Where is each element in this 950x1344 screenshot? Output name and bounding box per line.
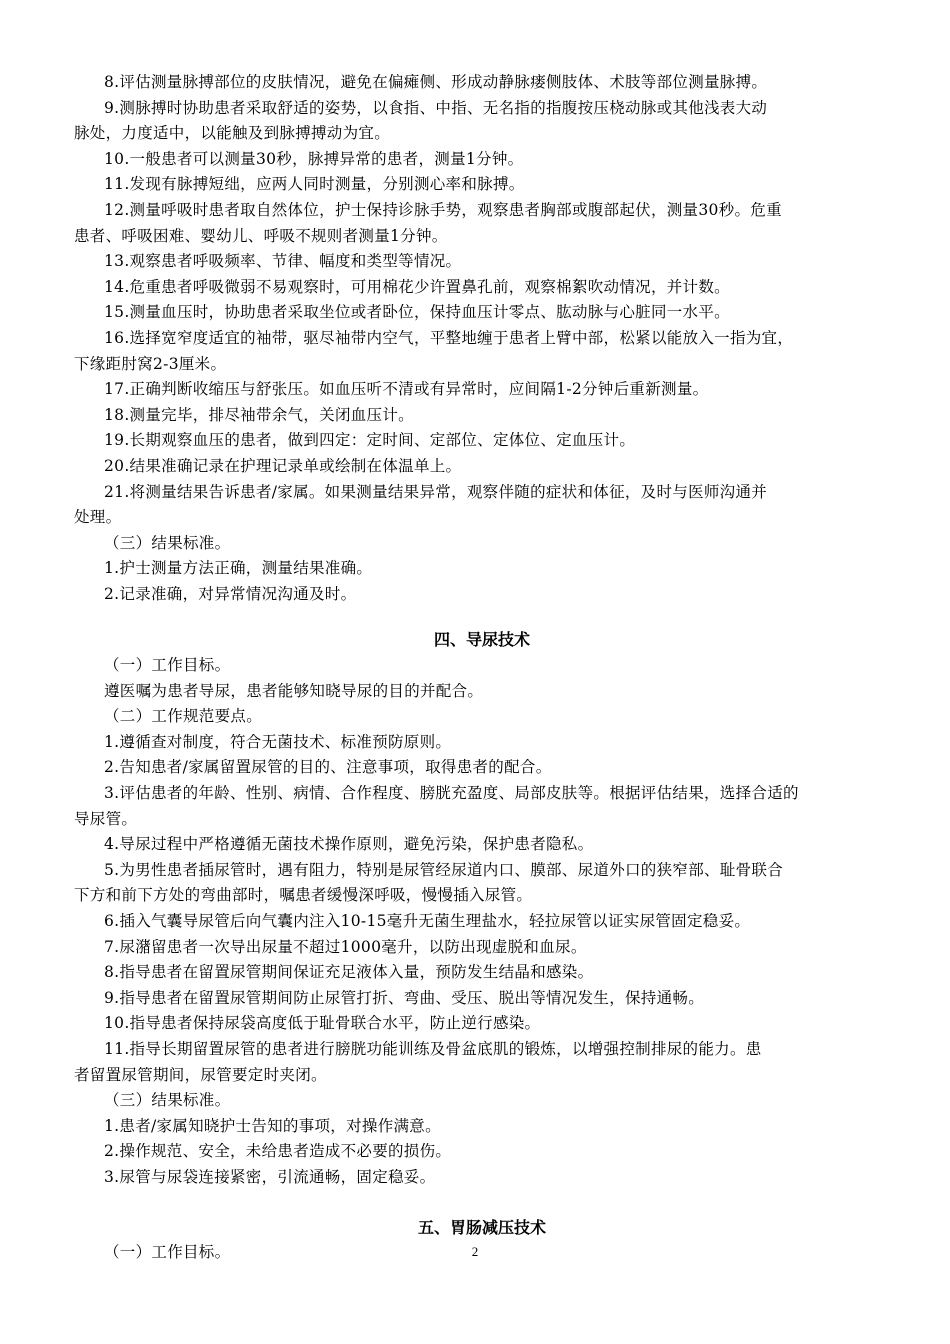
text-line: 18.测量完毕，排尽袖带余气，关闭血压计。 — [104, 405, 414, 424]
section-gap — [74, 1191, 890, 1215]
text-line: 2.告知患者/家属留置尿管的目的、注意事项，取得患者的配合。 — [104, 758, 552, 777]
document-page — [74, 70, 890, 1266]
text-line: 17.正确判断收缩压与舒张压。如血压听不清或有异常时，应间隔1-2分钟后重新测量。 — [104, 380, 709, 399]
text-line: 6.插入气囊导尿管后向气囊内注入10-15毫升无菌生理盐水，轻拉尿管以证实尿管固定稳妥。 — [104, 912, 751, 930]
pulse-respiration-bp-section — [74, 70, 890, 607]
page-number: 2 — [471, 1244, 479, 1259]
text-line: 者留置尿管期间，尿管要定时夹闭。 — [74, 1065, 327, 1084]
text-line: 1.护士测量方法正确，测量结果准确。 — [104, 559, 373, 578]
text-line: （二）工作规范要点。 — [104, 707, 263, 726]
text-line: 患者、呼吸困难、婴幼儿、呼吸不规则者测量1分钟。 — [74, 226, 448, 245]
text-line: 5.为男性患者插尿管时，遇有阻力，特别是尿管经尿道内口、膜部、尿道外口的狭窄部、耻骨联合 — [104, 860, 783, 879]
text-line: 导尿管。 — [74, 809, 138, 828]
section-heading-gastric-decompression: 五、胃肠减压技术 — [417, 1217, 546, 1237]
text-line: （一）工作目标。 — [104, 1243, 231, 1262]
text-line: 下方和前下方处的弯曲部时，嘱患者缓慢深呼吸，慢慢插入尿管。 — [74, 886, 533, 905]
text-line: 20.结果准确记录在护理记录单或绘制在体温单上。 — [104, 456, 462, 475]
text-line: 19.长期观察血压的患者，做到四定：定时间、定部位、定体位、定血压计。 — [104, 431, 636, 450]
text-line: 4.导尿过程中严格遵循无菌技术操作原则，避免污染，保护患者隐私。 — [104, 835, 594, 854]
text-line: 13.观察患者呼吸频率、节律、幅度和类型等情况。 — [104, 252, 462, 271]
text-line: 2.记录准确，对异常情况沟通及时。 — [104, 584, 357, 603]
catheterization-section — [74, 653, 890, 1190]
text-line: 14.危重患者呼吸微弱不易观察时，可用棉花少许置鼻孔前，观察棉絮吹动情况，并计数。 — [104, 277, 730, 296]
text-line: （三）结果标准。 — [104, 533, 231, 552]
text-line: 处理。 — [74, 508, 122, 527]
text-line: （三）结果标准。 — [104, 1091, 231, 1110]
text-line: 10.指导患者保持尿袋高度低于耻骨联合水平，防止逆行感染。 — [104, 1014, 541, 1033]
text-line: 3.尿管与尿袋连接紧密，引流通畅，固定稳妥。 — [104, 1167, 436, 1186]
text-line: 2.操作规范、安全，未给患者造成不必要的损伤。 — [104, 1142, 452, 1161]
text-line: 15.测量血压时，协助患者采取坐位或者卧位，保持血压计零点、肱动脉与心脏同一水平。 — [104, 303, 730, 322]
text-line: 11.指导长期留置尿管的患者进行膀胱功能训练及骨盆底肌的锻炼，以增强控制排尿的能力。患 — [104, 1039, 762, 1058]
section-heading-catheterization: 四、导尿技术 — [433, 630, 530, 650]
text-line: （一）工作目标。 — [104, 656, 231, 675]
text-line: 16.选择宽窄度适宜的袖带，驱尽袖带内空气，平整地缠于患者上臂中部，松紧以能放入一指为宜， — [104, 328, 794, 347]
section-gap — [74, 607, 890, 627]
text-line: 3.评估患者的年龄、性别、病情、合作程度、膀胱充盈度、局部皮肤等。根据评估结果，选择合适的 — [104, 784, 799, 803]
text-line: 21.将测量结果告诉患者/家属。如果测量结果异常，观察伴随的症状和体征，及时与医师沟通并 — [104, 482, 768, 501]
text-line: 下缘距肘窝2-3厘米。 — [74, 354, 227, 373]
text-line: 脉处，力度适中，以能触及到脉搏搏动为宜。 — [74, 124, 391, 143]
text-line: 7.尿潴留患者一次导出尿量不超过1000毫升，以防出现虚脱和血尿。 — [104, 937, 587, 956]
text-line: 1.遵循查对制度，符合无菌技术、标准预防原则。 — [104, 732, 452, 751]
text-line: 10.一般患者可以测量30秒，脉搏异常的患者，测量1分钟。 — [104, 149, 524, 168]
text-line: 12.测量呼吸时患者取自然体位，护士保持诊脉手势，观察患者胸部或腹部起伏，测量30秒。危重 — [104, 200, 782, 219]
text-line: 8.评估测量脉搏部位的皮肤情况，避免在偏瘫侧、形成动静脉瘘侧肢体、术肢等部位测量脉搏。 — [104, 73, 768, 91]
text-line: 9.指导患者在留置尿管期间防止尿管打折、弯曲、受压、脱出等情况发生，保持通畅。 — [104, 988, 704, 1007]
text-line: 9.测脉搏时协助患者采取舒适的姿势，以食指、中指、无名指的指腹按压桡动脉或其他浅表大动 — [104, 98, 768, 117]
text-line: 1.患者/家属知晓护士告知的事项，对操作满意。 — [104, 1116, 441, 1135]
text-line: 11.发现有脉搏短绌，应两人同时测量，分别测心率和脉搏。 — [104, 175, 525, 194]
text-line: 8.指导患者在留置尿管期间保证充足液体入量，预防发生结晶和感染。 — [104, 963, 594, 982]
text-line: 遵医嘱为患者导尿，患者能够知晓导尿的目的并配合。 — [104, 681, 484, 700]
